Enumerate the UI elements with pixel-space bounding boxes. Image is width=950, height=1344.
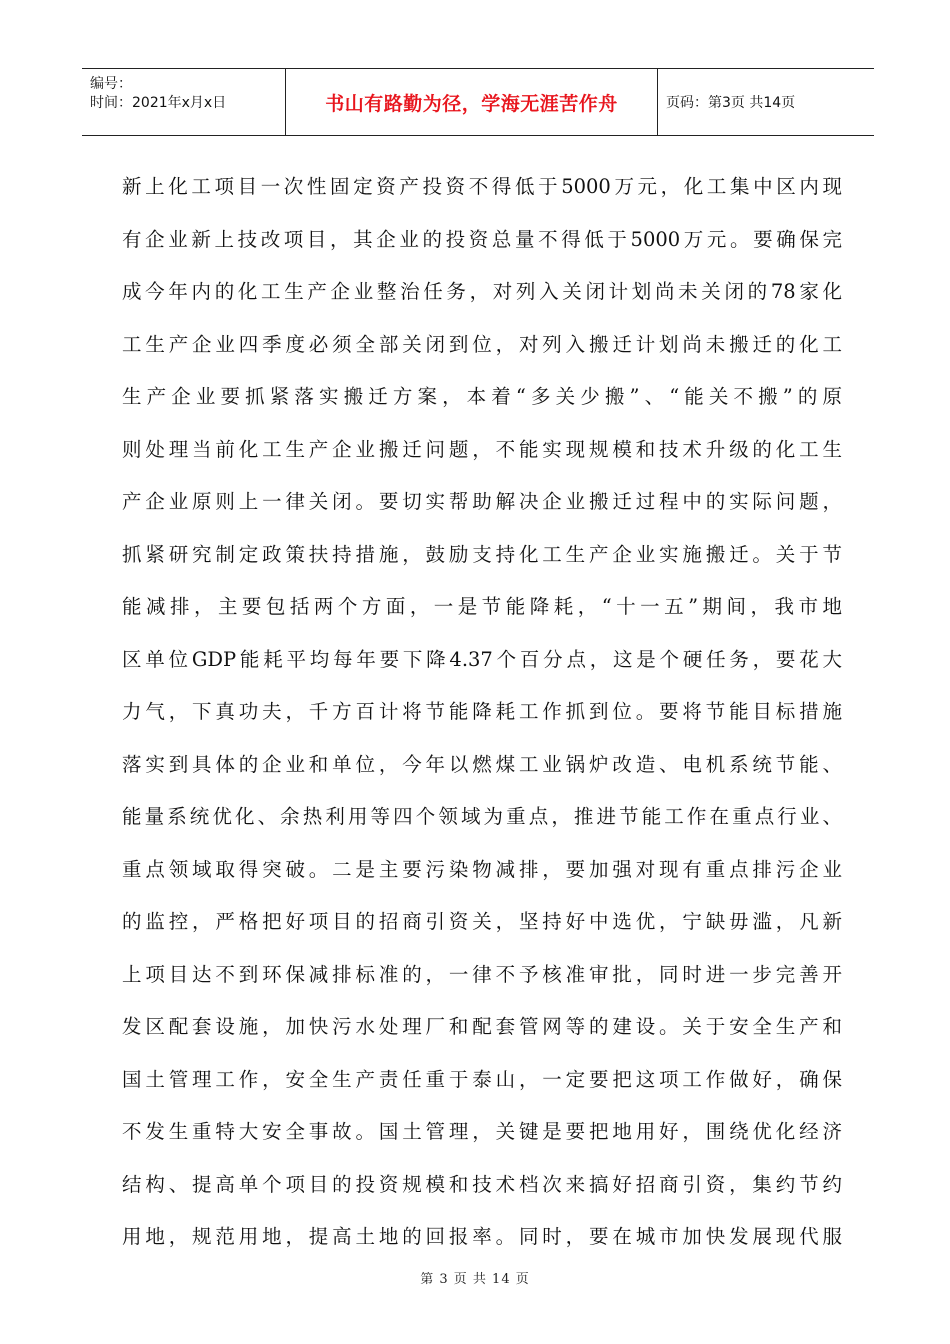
text-line: 用地，规范用地，提高土地的回报率。同时，要在城市加快发展现代服	[122, 1225, 842, 1248]
text-line: 力气，下真功夫，千方百计将节能降耗工作抓到位。要将节能目标措施	[122, 700, 842, 723]
text-line: 新上化工项目一次性固定资产投资不得低于5000万元，化工集中区内现	[122, 175, 842, 198]
text-line: 落实到具体的企业和单位，今年以燃煤工业锅炉改造、电机系统节能、	[122, 752, 842, 776]
header-motto: 书山有路勤为径，学海无涯苦作舟	[286, 69, 658, 135]
document-body	[122, 161, 842, 1264]
text-line: 上项目达不到环保减排标准的，一律不予核准审批，同时进一步完善开	[122, 962, 842, 986]
text-line: 发区配套设施，加快污水处理厂和配套管网等的建设。关于安全生产和	[122, 1015, 842, 1038]
text-line: 不发生重特大安全事故。国土管理，关键是要把地用好，围绕优化经济	[122, 1120, 842, 1143]
document-number-label: 编号：	[90, 76, 132, 92]
text-line: 成今年内的化工生产企业整治任务，对列入关闭计划尚未关闭的78家化	[122, 280, 842, 303]
text-line: 有企业新上技改项目，其企业的投资总量不得低于5000万元。要确保完	[122, 227, 842, 251]
text-line: 能量系统优化、余热利用等四个领域为重点，推进节能工作在重点行业、	[122, 805, 842, 828]
text-line: 产企业原则上一律关闭。要切实帮助解决企业搬迁过程中的实际问题，	[122, 490, 842, 513]
text-line: 抓紧研究制定政策扶持措施，鼓励支持化工生产企业实施搬迁。关于节	[122, 542, 842, 566]
text-line: 能减排，主要包括两个方面，一是节能降耗，“十一五”期间，我市地	[122, 595, 842, 618]
page-footer: 第 3 页 共 14 页	[420, 1272, 530, 1287]
page-header	[82, 68, 874, 136]
text-line: 区单位GDP能耗平均每年要下降4.37个百分点，这是个硬任务，要花大	[122, 647, 842, 671]
header-meta	[82, 69, 286, 135]
document-time-label: 时间：2021年x月x日	[90, 95, 227, 111]
text-line: 则处理当前化工生产企业搬迁问题，不能实现规模和技术升级的化工生	[122, 437, 842, 461]
text-line: 的监控，严格把好项目的招商引资关，坚持好中选优，宁缺毋滥，凡新	[122, 910, 842, 933]
text-line: 重点领域取得突破。二是主要污染物减排，要加强对现有重点排污企业	[122, 857, 842, 881]
header-page-label: 页码：第3页 共14页	[666, 95, 796, 111]
text-line: 工生产企业四季度必须全部关闭到位，对列入搬迁计划尚未搬迁的化工	[122, 332, 842, 356]
text-line: 生产企业要抓紧落实搬迁方案，本着“多关少搬”、“能关不搬”的原	[122, 385, 842, 408]
text-line: 结构、提高单个项目的投资规模和技术档次来搞好招商引资，集约节约	[122, 1172, 842, 1196]
text-line: 国土管理工作，安全生产责任重于泰山，一定要把这项工作做好，确保	[122, 1067, 842, 1091]
